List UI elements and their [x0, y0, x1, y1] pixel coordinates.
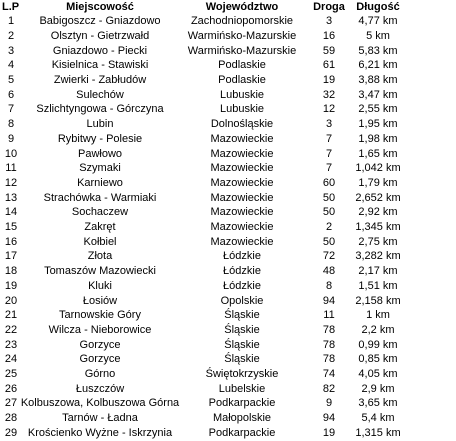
- cell-voivodeship: Podlaskie: [218, 59, 266, 72]
- cell-voivodeship: Warmińsko-Mazurskie: [187, 29, 297, 42]
- header-row: [0, 0, 456, 15]
- cell-place: Szlichtyngowa - Górczyna: [36, 103, 164, 116]
- cell-place: Gorzyce: [79, 338, 121, 351]
- table-row: [0, 132, 456, 147]
- table-row: [0, 205, 456, 220]
- table-row: [0, 161, 456, 176]
- cell-road: 7: [325, 147, 333, 160]
- table-row: [0, 117, 456, 132]
- cell-length: 3,47 km: [358, 88, 398, 101]
- cell-voivodeship: Podkarpackie: [208, 426, 276, 439]
- cell-lp: 4: [7, 59, 15, 72]
- cell-place: Krościenko Wyżne - Iskrzynia: [27, 426, 173, 439]
- cell-voivodeship: Lubuskie: [219, 103, 265, 116]
- cell-lp: 29: [4, 426, 18, 439]
- cell-road: 61: [322, 59, 336, 72]
- cell-place: Karniewo: [77, 176, 123, 189]
- cell-place: Zakręt: [84, 221, 116, 233]
- cell-road: 50: [322, 235, 336, 248]
- cell-length: 1,345 km: [355, 221, 401, 233]
- cell-voivodeship: Lubelskie: [218, 382, 266, 395]
- cell-road: 59: [322, 44, 336, 57]
- cell-length: 2,9 km: [361, 382, 395, 395]
- cell-voivodeship: Podlaskie: [218, 74, 266, 86]
- cell-length: 1,79 km: [358, 176, 398, 189]
- cell-place: Gorzyce: [79, 353, 121, 366]
- cell-lp: 18: [4, 265, 18, 278]
- cell-road: 72: [322, 250, 336, 263]
- cell-voivodeship: Podkarpackie: [208, 397, 276, 410]
- cell-voivodeship: Śląskie: [224, 323, 260, 336]
- cell-length: 6,21 km: [358, 59, 398, 72]
- cell-lp: 20: [4, 294, 18, 307]
- cell-road: 94: [322, 412, 336, 425]
- table-row: [0, 14, 456, 29]
- cell-lp: 24: [4, 353, 18, 366]
- table-row: [0, 191, 456, 206]
- cell-lp: 6: [7, 88, 15, 101]
- header-lp: L.P: [2, 1, 20, 13]
- table-row: [0, 323, 456, 338]
- table-row: [0, 367, 456, 382]
- cell-road: 48: [322, 265, 336, 278]
- cell-lp: 16: [4, 235, 18, 248]
- table-row: [0, 102, 456, 117]
- cell-lp: 22: [4, 323, 18, 336]
- table-row: [0, 249, 456, 264]
- table-row: [0, 308, 456, 323]
- table-row: [0, 176, 456, 191]
- cell-road: 16: [322, 29, 336, 42]
- cell-lp: 14: [4, 206, 18, 219]
- cell-length: 5,4 km: [361, 412, 395, 425]
- table-row: [0, 235, 456, 250]
- cell-place: Rybitwy - Polesie: [57, 132, 143, 145]
- cell-length: 1,98 km: [358, 132, 398, 145]
- cell-voivodeship: Opolskie: [220, 294, 264, 307]
- cell-voivodeship: Mazowieckie: [210, 162, 274, 175]
- cell-length: 0,85 km: [358, 353, 398, 366]
- cell-voivodeship: Lubuskie: [219, 88, 265, 101]
- cell-lp: 7: [7, 103, 15, 116]
- cell-road: 78: [322, 323, 336, 336]
- cell-place: Gniazdowo - Piecki: [52, 44, 148, 57]
- cell-length: 2,652 km: [355, 191, 401, 204]
- cell-voivodeship: Warmińsko-Mazurskie: [187, 44, 297, 57]
- table-row: [0, 264, 456, 279]
- cell-road: 74: [322, 368, 336, 380]
- table-row: [0, 220, 456, 235]
- cell-place: Kluki: [88, 279, 112, 292]
- cell-place: Zwierki - Zabłudów: [53, 74, 147, 86]
- cell-lp: 15: [4, 221, 18, 233]
- cell-length: 2,55 km: [358, 103, 398, 116]
- cell-lp: 10: [4, 147, 18, 160]
- cell-length: 4,05 km: [358, 368, 398, 380]
- cell-length: 2,92 km: [358, 206, 398, 219]
- cell-road: 8: [325, 279, 333, 292]
- cell-lp: 21: [4, 309, 18, 322]
- cell-length: 0,99 km: [358, 338, 398, 351]
- cell-lp: 11: [5, 162, 17, 175]
- cell-length: 3,65 km: [358, 397, 398, 410]
- cell-length: 1,95 km: [358, 118, 398, 131]
- cell-road: 7: [325, 132, 333, 145]
- table-row: [0, 352, 456, 367]
- cell-road: 11: [323, 309, 335, 322]
- header-road: Droga: [313, 1, 345, 13]
- cell-road: 32: [322, 88, 336, 101]
- cell-length: 2,158 km: [355, 294, 401, 307]
- cell-lp: 23: [4, 338, 18, 351]
- cell-voivodeship: Mazowieckie: [210, 132, 274, 145]
- cell-place: Kołbiel: [83, 235, 117, 248]
- cell-place: Wilcza - Nieborowice: [48, 323, 152, 336]
- cell-lp: 3: [7, 44, 15, 57]
- table-row: [0, 294, 456, 309]
- cell-road: 2: [325, 221, 333, 233]
- cell-road: 3: [325, 15, 333, 28]
- cell-voivodeship: Mazowieckie: [210, 206, 274, 219]
- cell-place: Górno: [84, 368, 116, 380]
- cell-lp: 25: [4, 368, 18, 380]
- cell-place: Strachówka - Warmiaki: [43, 191, 157, 204]
- cell-length: 2,2 km: [361, 323, 395, 336]
- cell-voivodeship: Mazowieckie: [210, 221, 274, 233]
- cell-voivodeship: Śląskie: [224, 309, 260, 322]
- cell-road: 50: [322, 191, 336, 204]
- cell-voivodeship: Świętokrzyskie: [205, 368, 279, 380]
- cell-place: Pawłowo: [77, 147, 123, 160]
- table-row: [0, 44, 456, 59]
- cell-place: Tomaszów Mazowiecki: [44, 265, 156, 278]
- cell-road: 78: [322, 353, 336, 366]
- cell-place: Złota: [87, 250, 113, 263]
- cell-place: Szymaki: [79, 162, 121, 175]
- cell-road: 9: [325, 397, 333, 410]
- cell-place: Kolbuszowa, Kolbuszowa Górna: [20, 397, 180, 410]
- cell-lp: 26: [4, 382, 18, 395]
- cell-lp: 13: [4, 191, 18, 204]
- table-row: [0, 382, 456, 397]
- cell-lp: 27: [4, 397, 18, 410]
- cell-lp: 28: [4, 412, 18, 425]
- cell-length: 3,282 km: [355, 250, 401, 263]
- cell-length: 3,88 km: [358, 74, 398, 86]
- cell-road: 78: [322, 338, 336, 351]
- cell-lp: 8: [7, 118, 15, 131]
- cell-lp: 9: [7, 132, 15, 145]
- cell-length: 4,77 km: [358, 15, 398, 28]
- cell-lp: 17: [4, 250, 18, 263]
- cell-length: 1,51 km: [358, 279, 398, 292]
- cell-voivodeship: Mazowieckie: [210, 176, 274, 189]
- cell-road: 94: [322, 294, 336, 307]
- cell-place: Sochaczew: [71, 206, 129, 219]
- cell-road: 19: [322, 74, 336, 86]
- cell-lp: 2: [7, 29, 15, 42]
- cell-place: Lubin: [86, 118, 114, 131]
- cell-place: Tarnowskie Góry: [59, 309, 141, 322]
- cell-length: 1 km: [366, 309, 390, 322]
- cell-voivodeship: Łódzkie: [223, 279, 261, 292]
- cell-length: 5 km: [366, 29, 390, 42]
- cell-length: 5,83 km: [358, 44, 398, 57]
- header-length: Długość: [356, 1, 400, 13]
- cell-lp: 19: [4, 279, 18, 292]
- table-row: [0, 147, 456, 162]
- table-row: [0, 88, 456, 103]
- cell-voivodeship: Śląskie: [224, 338, 260, 351]
- cell-length: 1,042 km: [355, 162, 401, 175]
- cell-voivodeship: Śląskie: [224, 353, 260, 366]
- cell-voivodeship: Dolnośląskie: [210, 118, 274, 131]
- table-row: [0, 426, 456, 441]
- cell-voivodeship: Łódzkie: [223, 265, 261, 278]
- cell-place: Kisielnica - Stawiski: [51, 59, 149, 72]
- cell-voivodeship: Mazowieckie: [210, 191, 274, 204]
- table-row: [0, 338, 456, 353]
- table-row: [0, 396, 456, 411]
- header-place: Miejscowość: [66, 1, 134, 13]
- cell-length: 1,315 km: [355, 426, 401, 439]
- cell-voivodeship: Zachodniopomorskie: [190, 15, 294, 28]
- cell-place: Olsztyn - Gietrzwałd: [50, 29, 150, 42]
- cell-lp: 1: [7, 15, 15, 28]
- cell-voivodeship: Mazowieckie: [210, 235, 274, 248]
- cell-voivodeship: Małopolskie: [212, 412, 272, 425]
- cell-place: Łuszczów: [75, 382, 125, 395]
- cell-road: 82: [322, 382, 336, 395]
- table-row: [0, 411, 456, 426]
- cell-road: 3: [325, 118, 333, 131]
- header-voivodeship: Województwo: [205, 1, 279, 13]
- cell-road: 19: [322, 426, 336, 439]
- cell-length: 2,75 km: [358, 235, 398, 248]
- cell-place: Babigoszcz - Gniazdowo: [39, 15, 161, 28]
- cell-road: 50: [322, 206, 336, 219]
- cell-road: 7: [325, 162, 333, 175]
- cell-voivodeship: Mazowieckie: [210, 147, 274, 160]
- table-row: [0, 29, 456, 44]
- cell-place: Tarnów - Ładna: [62, 412, 138, 425]
- cell-road: 60: [322, 176, 336, 189]
- table-row: [0, 58, 456, 73]
- cell-road: 12: [322, 103, 336, 116]
- cell-lp: 5: [7, 74, 15, 86]
- cell-length: 1,65 km: [358, 147, 398, 160]
- table-row: [0, 279, 456, 294]
- table-row: [0, 73, 456, 88]
- cell-place: Łosiów: [82, 294, 118, 307]
- cell-lp: 12: [4, 176, 18, 189]
- cell-voivodeship: Łódzkie: [223, 250, 261, 263]
- cell-place: Sulechów: [76, 88, 124, 101]
- cell-length: 2,17 km: [358, 265, 398, 278]
